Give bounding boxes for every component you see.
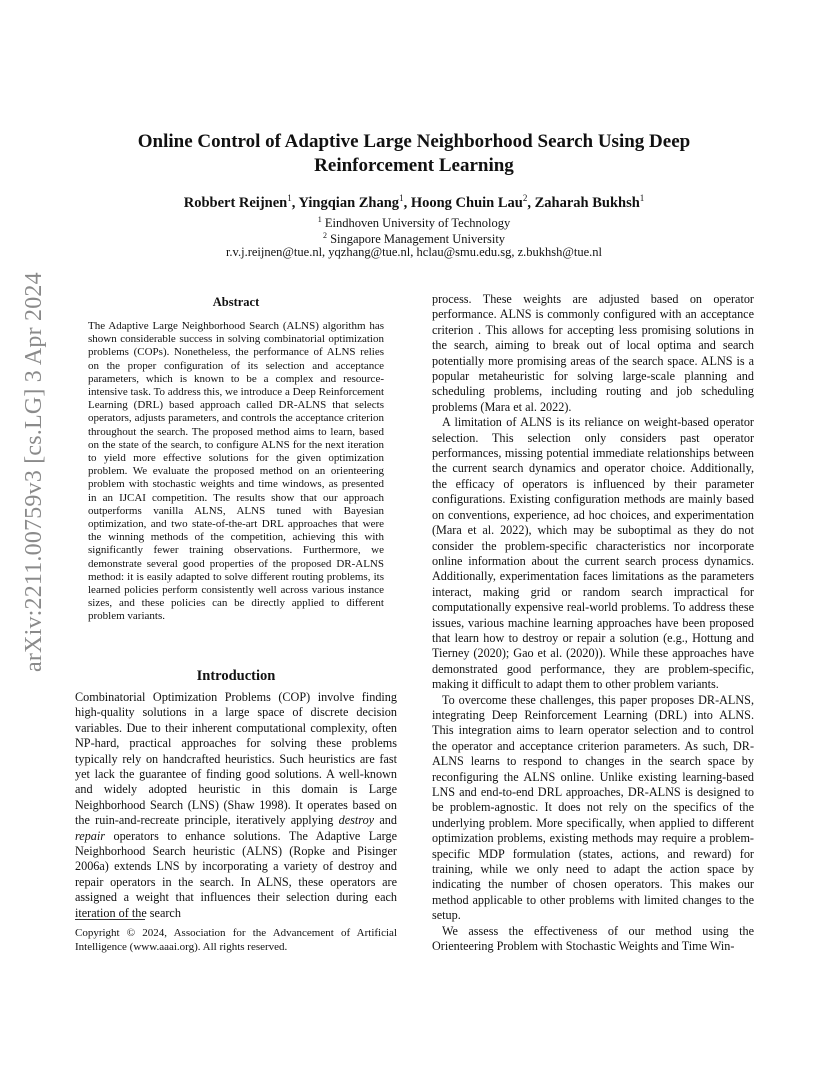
- abstract-text: The Adaptive Large Neighborhood Search (ALNS) algorithm has shown considerable success in solving combinatorial optimization problems (COPs). Nonetheless, the performance of ALNS relies on the proper configuration of its selection and acceptance parameters, which is known to be a complex and resource-intensive task. To address this, we introduce a Deep Reinforcement Learning (DRL) based approach called DR-ALNS that selects operators, adjusts parameters, and controls the acceptance criterion throughout the search. The proposed method aims to learn, based on the state of the search, to configure ALNS for the next iteration to yield more effective solutions for the given optimization problem. We evaluate the proposed method on an orienteering problem with stochastic weights and time windows, as presented in an IJCAI competition. The results show that our approach outperforms vanilla ALNS, ALNS tuned with Bayesian optimization, and two state-of-the-art DRL approaches that were the winning methods of the competition, achieving this with significantly fewer training observations. Furthermore, we demonstrate several good properties of the proposed DR-ALNS method: it is easily adapted to solve different routing problems, its learned policies perform consistently well across various instance sizes, and these policies can be directly applied to different problem variants.: [88, 320, 384, 623]
- intro-paragraph-4: We assess the effectiveness of our method using the Orienteering Problem with Stochastic Weights and Time Win-: [432, 923, 754, 954]
- affiliation-mark: 1: [287, 193, 292, 203]
- paper-title: Online Control of Adaptive Large Neighborhood Search Using Deep Reinforcement Learning: [137, 131, 691, 176]
- affiliation-mark: 2: [322, 231, 327, 240]
- affiliation-mark: 1: [399, 193, 404, 203]
- affiliation-mark: 1: [317, 215, 322, 224]
- affiliation-name: Singapore Management University: [330, 232, 506, 247]
- destroy-term: destroy: [338, 813, 375, 828]
- intro-paragraph-2: A limitation of ALNS is its reliance on weight-based operator selection. This selection only considers past operator performances, missing potential immediate relationships between the current search dynamics and operator choice. Additionally, the efficacy of operators is influenced by their parameter configurations. Existing configuration methods are mainly based on conventions, experience, ad hoc choices, and experimentation (Mara et al. 2022), which may be suboptimal as they do not consider the problem-specific characteristics nor incorporate online information about the current search process dynamics. Additionally, experimentation faces limitations as the parameters interact, making grid or random search impractical for computationally expensive real-world problems. To address these issues, various machine learning approaches have been proposed that learn how to destroy or repair a solution (e.g., Hottung and Tierney (2020); Gao et al. (2020)). While these approaches have demonstrated good performance, they are problem-specific, making it difficult to adapt them to other problem variants.: [432, 415, 754, 692]
- author-emails: r.v.j.reijnen@tue.nl, yqzhang@tue.nl, hclau@smu.edu.sg, z.bukhsh@tue.nl: [225, 245, 603, 259]
- repair-term: repair: [75, 828, 106, 843]
- footnote-divider: [75, 919, 145, 920]
- right-column-body: [432, 292, 754, 954]
- affiliation-mark: 1: [639, 193, 645, 203]
- author-name: Zaharah Bukhsh: [534, 194, 640, 211]
- intro-paragraph-continued: process. These weights are adjusted based on operator performance. ALNS is commonly configured with an acceptance criterion . This allows for accepting less promising solutions in the search, aiming to break out of local optima and search potentially more promising areas of the search space. ALNS is a popular metaheuristic for solving large-scale planning and scheduling problems, including routing and job scheduling problems (Mara et al. 2022).: [432, 292, 754, 414]
- arxiv-identifier: arXiv:2211.00759v3 [cs.LG] 3 Apr 2024: [21, 272, 47, 672]
- author-name: Robbert Reijnen: [183, 194, 288, 211]
- author-name: Hoong Chuin Lau: [410, 194, 523, 211]
- intro-paragraph-3: To overcome these challenges, this paper proposes DR-ALNS, integrating Deep Reinforcement Learning (DRL) into ALNS. This integration aims to learn operator selection and to control the operator and acceptance criterion parameters. As such, DR-ALNS learns to respond to changes in the search space by reconfiguring the ALNS online. Unlike existing learning-based LNS and end-to-end DRL approaches, DR-ALNS is designed to be problem-agnostic. It does not rely on the specifics of the underlying problem. More specifically, when applied to different optimization problems, existing methods may require a problem-specific MDP formulation (states, actions, and reward) for training, while we only need to adapt the action space by indicating the number of chosen operators. This makes our method applicable to other problems with limited changes to the setup.: [432, 692, 754, 923]
- intro-paragraph-1: Combinatorial Optimization Problems (COP) involve finding high-quality solutions in a large space of discrete decision variables. Due to their inherent computational complexity, often NP-hard, practical approaches for solving these problems typically rely on handcrafted heuristics. Such heuristics are fast yet lack the guarantee of finding good solutions. A well-known and widely adopted heuristic in this domain is Large Neighborhood Search (LNS) (Shaw 1998). It operates based on the ruin-and-recreate principle, iteratively applying destroy and repair operators to enhance solutions. The Adaptive Large Neighborhood Search heuristic (ALNS) (Ropke and Pisinger 2006a) extends LNS by incorporating a variety of destroy and repair operators in the search. In ALNS, these operators are assigned a weight that influences their selection during each iteration of the search: [75, 690, 397, 920]
- copyright-footnote: Copyright © 2024, Association for the Advancement of Artificial Intelligence (www.aaai.org). All rights reserved.: [75, 927, 397, 953]
- introduction-heading: Introduction: [196, 668, 276, 684]
- left-column-body: [75, 690, 397, 921]
- author-list: Robbert Reijnen$^1$, Yingqian Zhang$^1$, Hoong Chuin Lau$^2$, Zaharah Bukhsh$^1$: [183, 193, 645, 211]
- affiliation-mark: 2: [522, 193, 528, 203]
- author-name: Yingqian Zhang: [298, 194, 400, 211]
- affiliation-name: Eindhoven University of Technology: [324, 216, 511, 231]
- abstract-heading: Abstract: [212, 295, 260, 309]
